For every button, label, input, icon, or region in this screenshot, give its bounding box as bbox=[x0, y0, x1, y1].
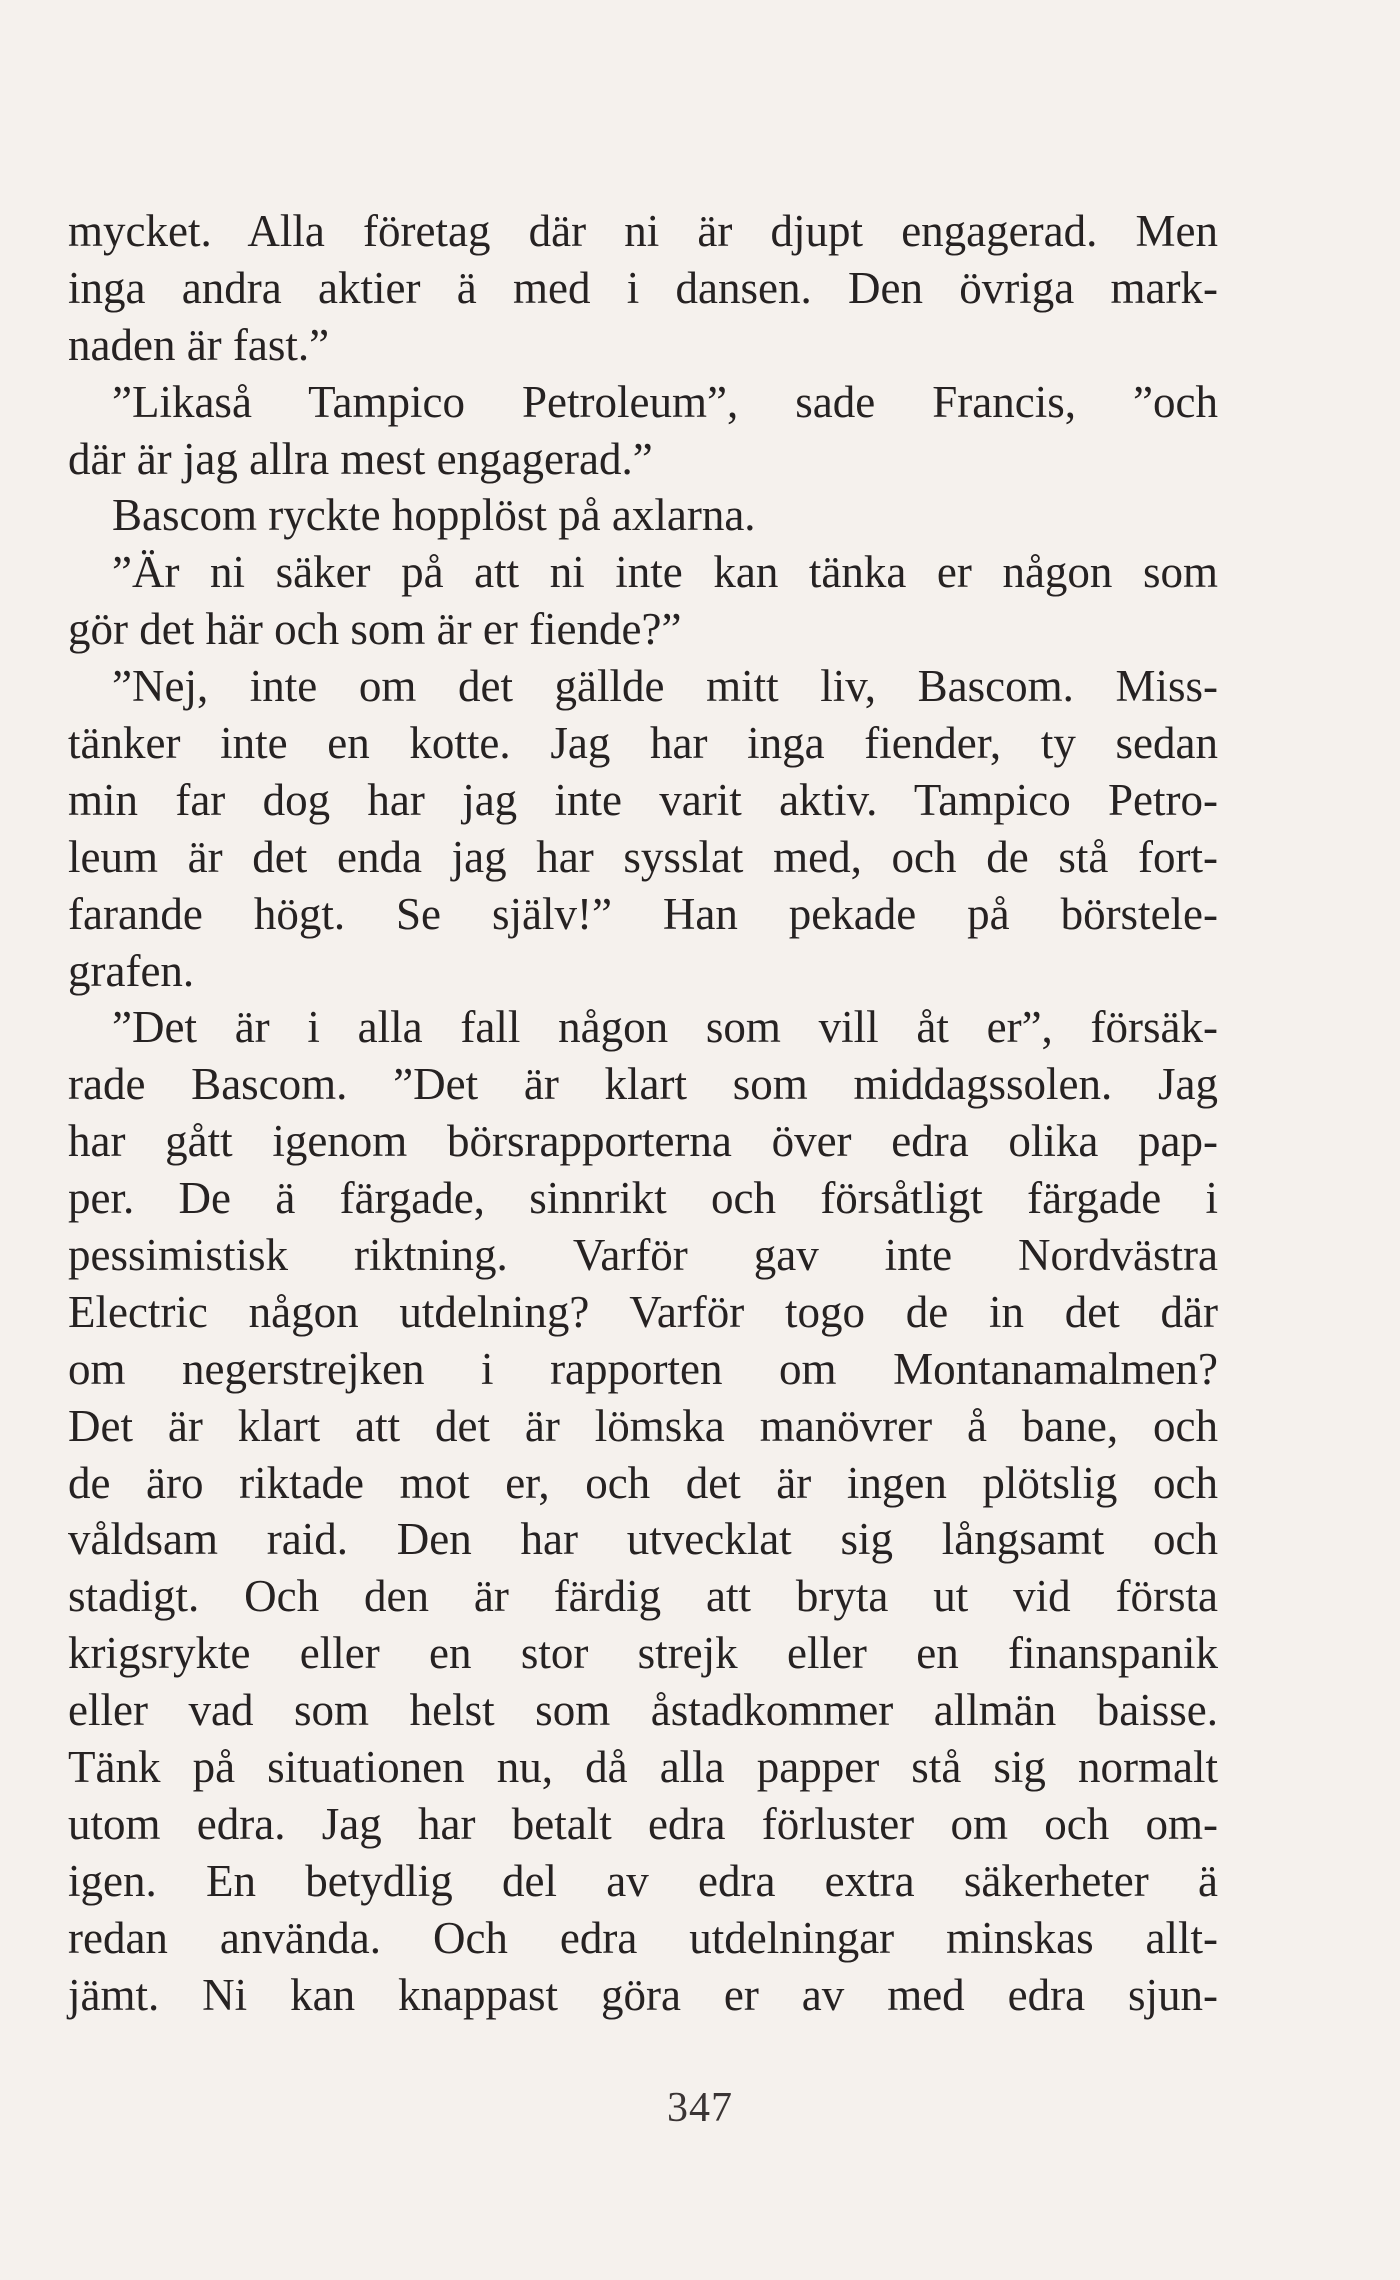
text-line: igen. En betydlig del av edra extra säkerheter ä bbox=[68, 1855, 1218, 1906]
body-text bbox=[68, 203, 1218, 2024]
text-line: per. De ä färgade, sinnrikt och försåtligt färgade i bbox=[68, 1173, 1218, 1224]
text-line: har gått igenom börsrapporterna över edra olika pap- bbox=[68, 1116, 1218, 1167]
text-line: rade Bascom. ”Det är klart som middagssolen. Jag bbox=[68, 1059, 1218, 1110]
text-line: farande högt. Se själv!” Han pekade på börstele- bbox=[68, 888, 1218, 939]
text-line: gör det här och som är er fiende?” bbox=[68, 604, 682, 655]
text-line: redan använda. Och edra utdelningar minskas allt- bbox=[68, 1912, 1218, 1963]
text-line: tänker inte en kotte. Jag har inga fiender, ty sedan bbox=[68, 718, 1218, 769]
text-line: Electric någon utdelning? Varför togo de in det där bbox=[68, 1286, 1218, 1337]
text-line: ”Nej, inte om det gällde mitt liv, Bascom. Miss- bbox=[112, 661, 1218, 712]
text-line: min far dog har jag inte varit aktiv. Tampico Petro- bbox=[68, 774, 1218, 825]
text-line: ”Likaså Tampico Petroleum”, sade Francis, ”och bbox=[112, 376, 1218, 427]
text-line: grafen. bbox=[68, 945, 195, 996]
text-line: pessimistisk riktning. Varför gav inte Nordvästra bbox=[68, 1230, 1218, 1281]
text-line: utom edra. Jag har betalt edra förluster om och om- bbox=[68, 1798, 1218, 1849]
text-line: mycket. Alla företag där ni är djupt engagerad. Men bbox=[68, 206, 1218, 256]
text-line: krigsrykte eller en stor strejk eller en finanspanik bbox=[68, 1628, 1218, 1679]
text-line: Bascom ryckte hopplöst på axlarna. bbox=[112, 490, 756, 541]
text-line: leum är det enda jag har sysslat med, och de stå fort- bbox=[68, 831, 1218, 882]
text-line: eller vad som helst som åstadkommer allmän baisse. bbox=[68, 1685, 1218, 1736]
page-number: 347 bbox=[667, 2085, 733, 2131]
text-line: Tänk på situationen nu, då alla papper stå sig normalt bbox=[68, 1742, 1218, 1793]
text-line: våldsam raid. Den har utvecklat sig långsamt och bbox=[68, 1514, 1218, 1565]
text-line: jämt. Ni kan knappast göra er av med edra sjun- bbox=[68, 1969, 1218, 2020]
text-line: Det är klart att det är lömska manövrer å bane, och bbox=[68, 1400, 1218, 1451]
text-line: de äro riktade mot er, och det är ingen plötslig och bbox=[68, 1457, 1218, 1508]
text-line: där är jag allra mest engagerad.” bbox=[68, 433, 653, 484]
text-line: inga andra aktier ä med i dansen. Den övriga mark- bbox=[68, 262, 1218, 313]
text-line: ”Det är i alla fall någon som vill åt er”, försäk- bbox=[112, 1002, 1218, 1053]
text-line: naden är fast.” bbox=[68, 319, 330, 370]
text-line: ”Är ni säker på att ni inte kan tänka er någon som bbox=[112, 547, 1218, 598]
text-line: stadigt. Och den är färdig att bryta ut vid första bbox=[68, 1571, 1218, 1622]
text-line: om negerstrejken i rapporten om Montanamalmen? bbox=[68, 1343, 1218, 1394]
